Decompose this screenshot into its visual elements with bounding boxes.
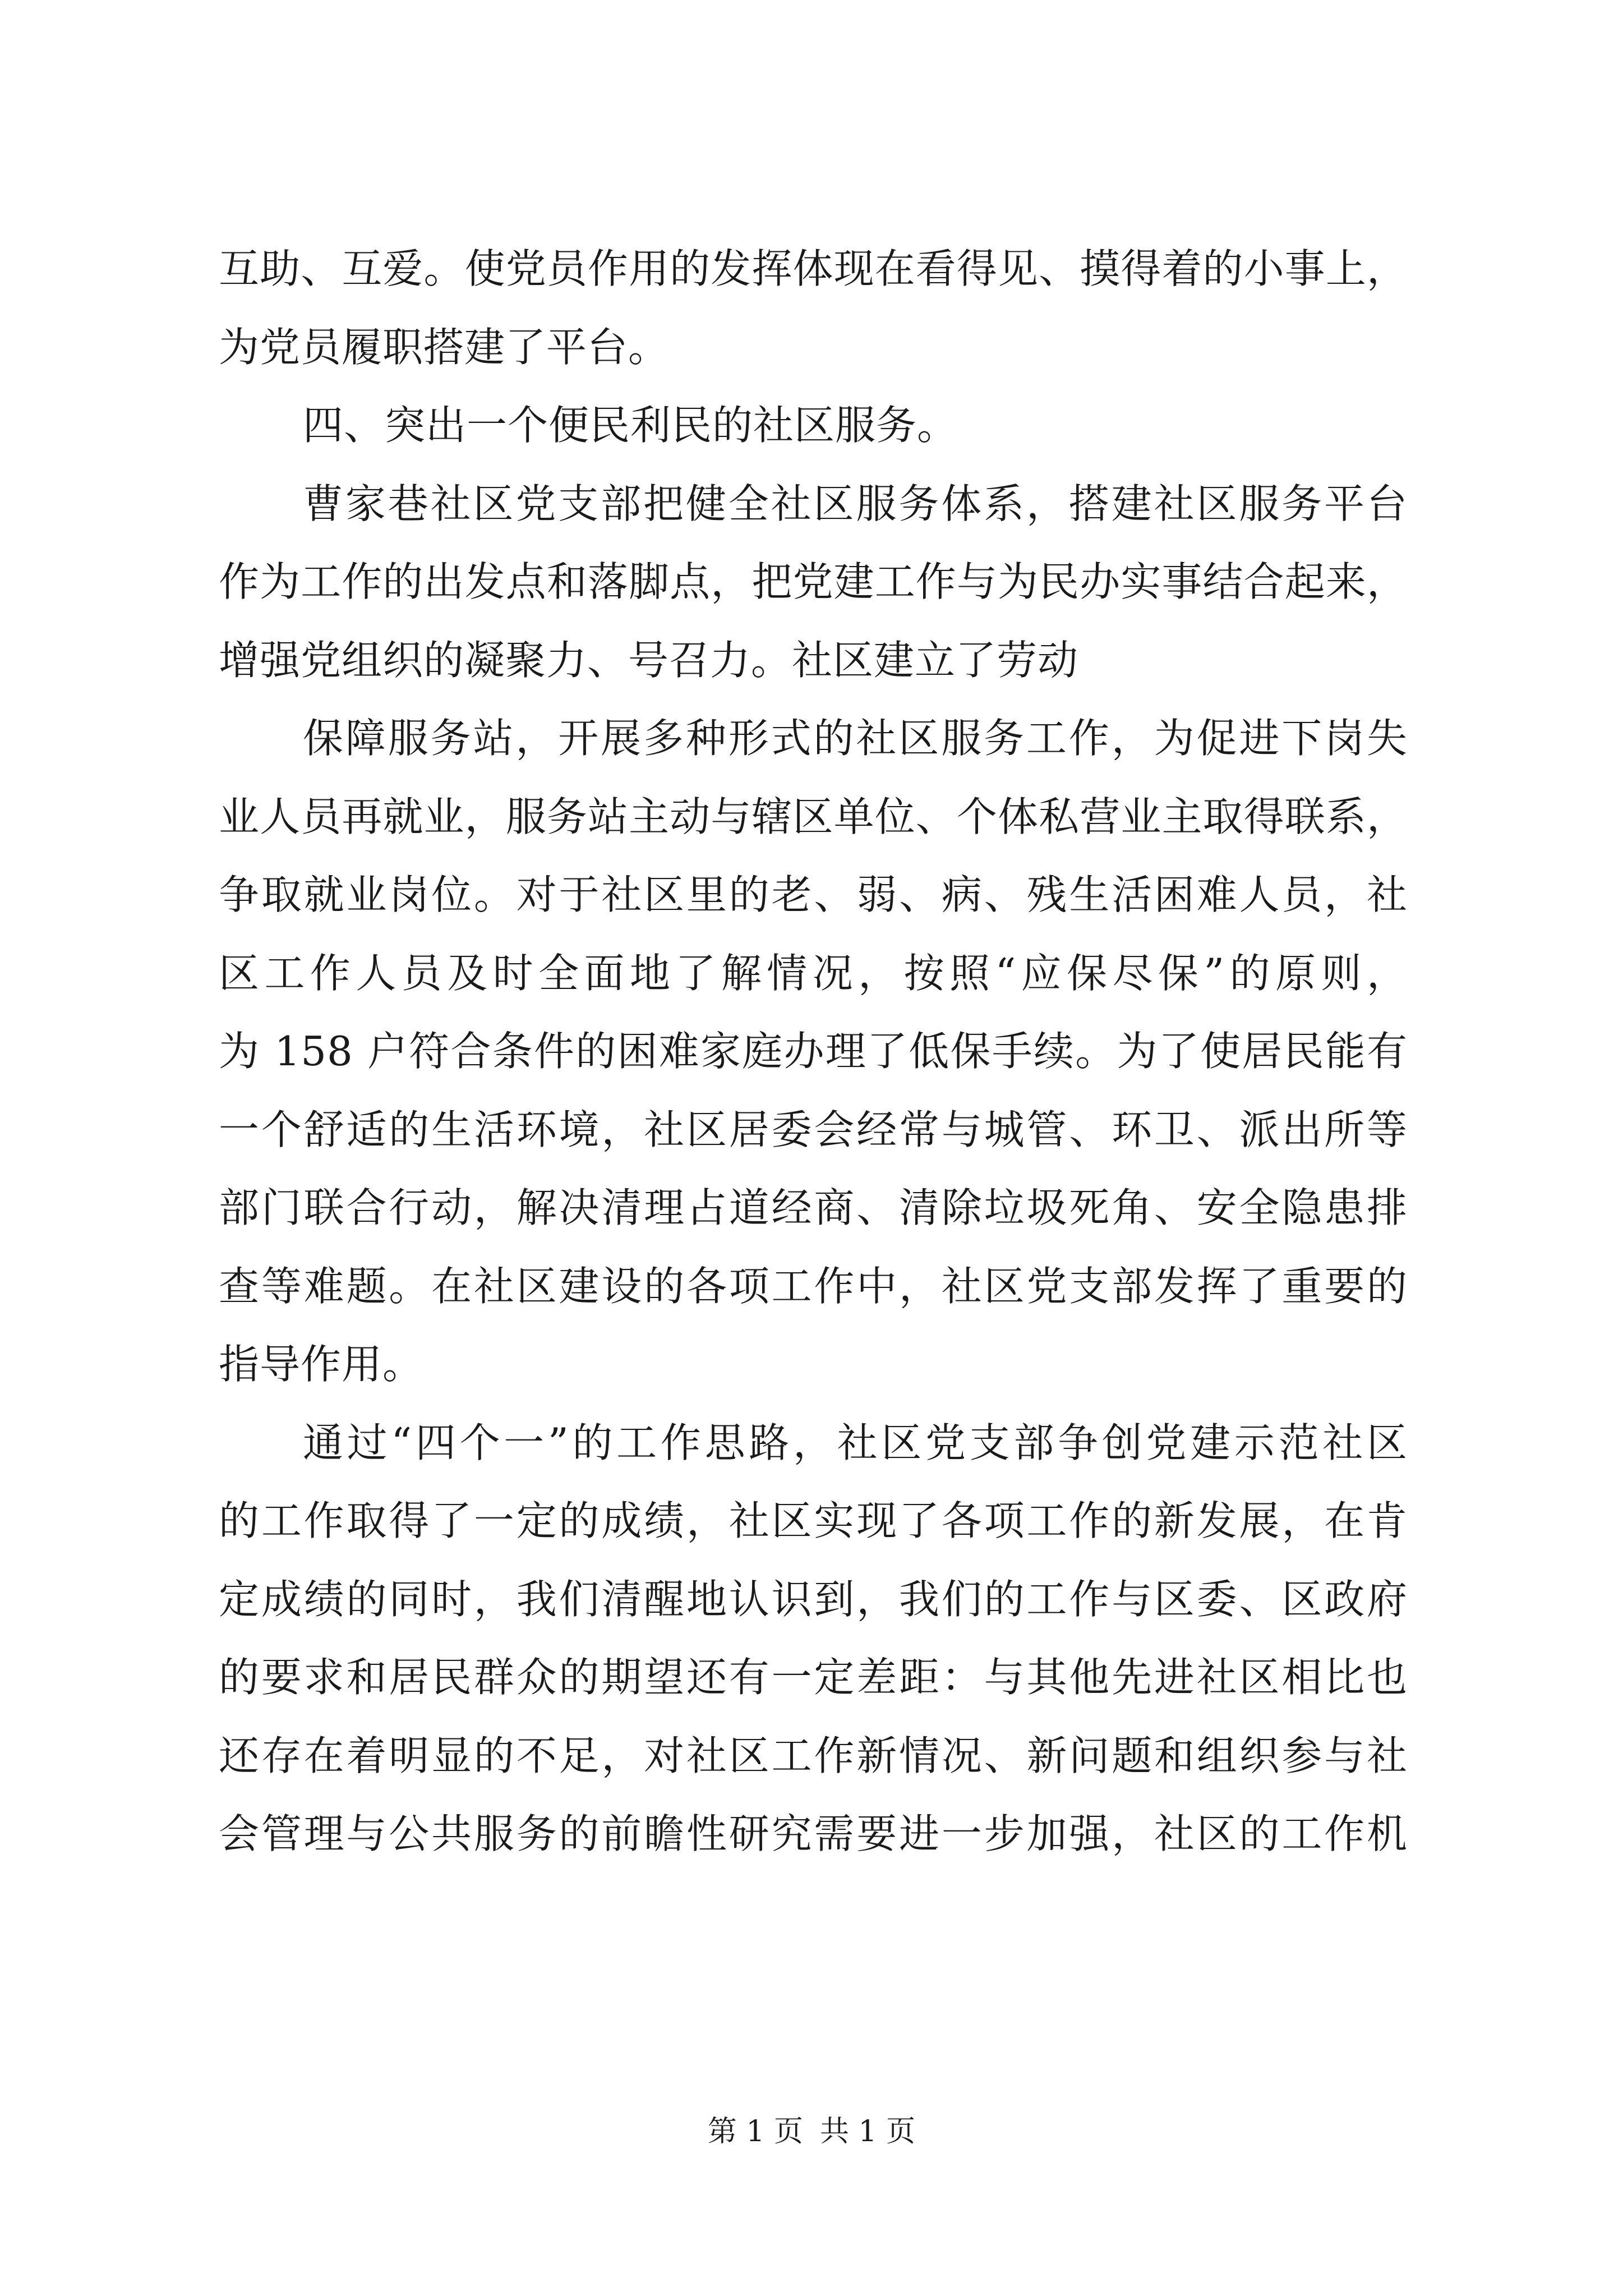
text-line: 指导作用。 [219, 1341, 424, 1388]
text-line: 一个舒适的生活环境，社区居委会经常与城管、环卫、派出所等 [219, 1106, 1408, 1153]
text-line: 作为工作的出发点和落脚点，把党建工作与为民办实事结合起来， [219, 558, 1408, 605]
document-body [219, 230, 1408, 1874]
text-line: 的工作取得了一定的成绩，社区实现了各项工作的新发展，在肯 [219, 1497, 1408, 1544]
page-number: 第 1 页 [707, 2115, 803, 2148]
text-line: 互助、互爱。使党员作用的发挥体现在看得见、摸得着的小事上， [219, 245, 1408, 292]
text-line: 增强党组织的凝聚力、号召力。社区建立了劳动 [219, 636, 1079, 684]
text-line: 业人员再就业，服务站主动与辖区单位、个体私营业主取得联系， [219, 793, 1408, 840]
text-line: 争取就业岗位。对于社区里的老、弱、病、残生活困难人员，社 [219, 871, 1408, 918]
text-line: 为党员履职搭建了平台。 [219, 323, 670, 371]
page-total: 共 1 页 [820, 2115, 916, 2148]
text-line: 通过“四个一”的工作思路，社区党支部争创党建示范社区 [303, 1419, 1408, 1466]
text-line: 为 158 户符合条件的困难家庭办理了低保手续。为了使居民能有 [219, 1028, 1408, 1075]
text-line: 区工作人员及时全面地了解情况，按照“应保尽保”的原则， [219, 949, 1408, 997]
text-line: 的要求和居民群众的期望还有一定差距：与其他先进社区相比也 [219, 1654, 1408, 1701]
text-line: 还存在着明显的不足，对社区工作新情况、新问题和组织参与社 [219, 1732, 1408, 1779]
text-line: 保障服务站，开展多种形式的社区服务工作，为促进下岗失 [303, 715, 1408, 762]
text-line: 会管理与公共服务的前瞻性研究需要进一步加强，社区的工作机 [219, 1810, 1408, 1857]
text-line: 定成绩的同时，我们清醒地认识到，我们的工作与区委、区政府 [219, 1575, 1408, 1623]
text-line: 查等难题。在社区建设的各项工作中，社区党支部发挥了重要的 [219, 1262, 1408, 1310]
text-line: 四、突出一个便民利民的社区服务。 [303, 402, 958, 449]
text-line: 曹家巷社区党支部把健全社区服务体系，搭建社区服务平台 [303, 480, 1408, 527]
text-line: 部门联合行动，解决清理占道经商、清除垃圾死角、安全隐患排 [219, 1184, 1408, 1231]
page-footer [0, 2109, 1623, 2154]
